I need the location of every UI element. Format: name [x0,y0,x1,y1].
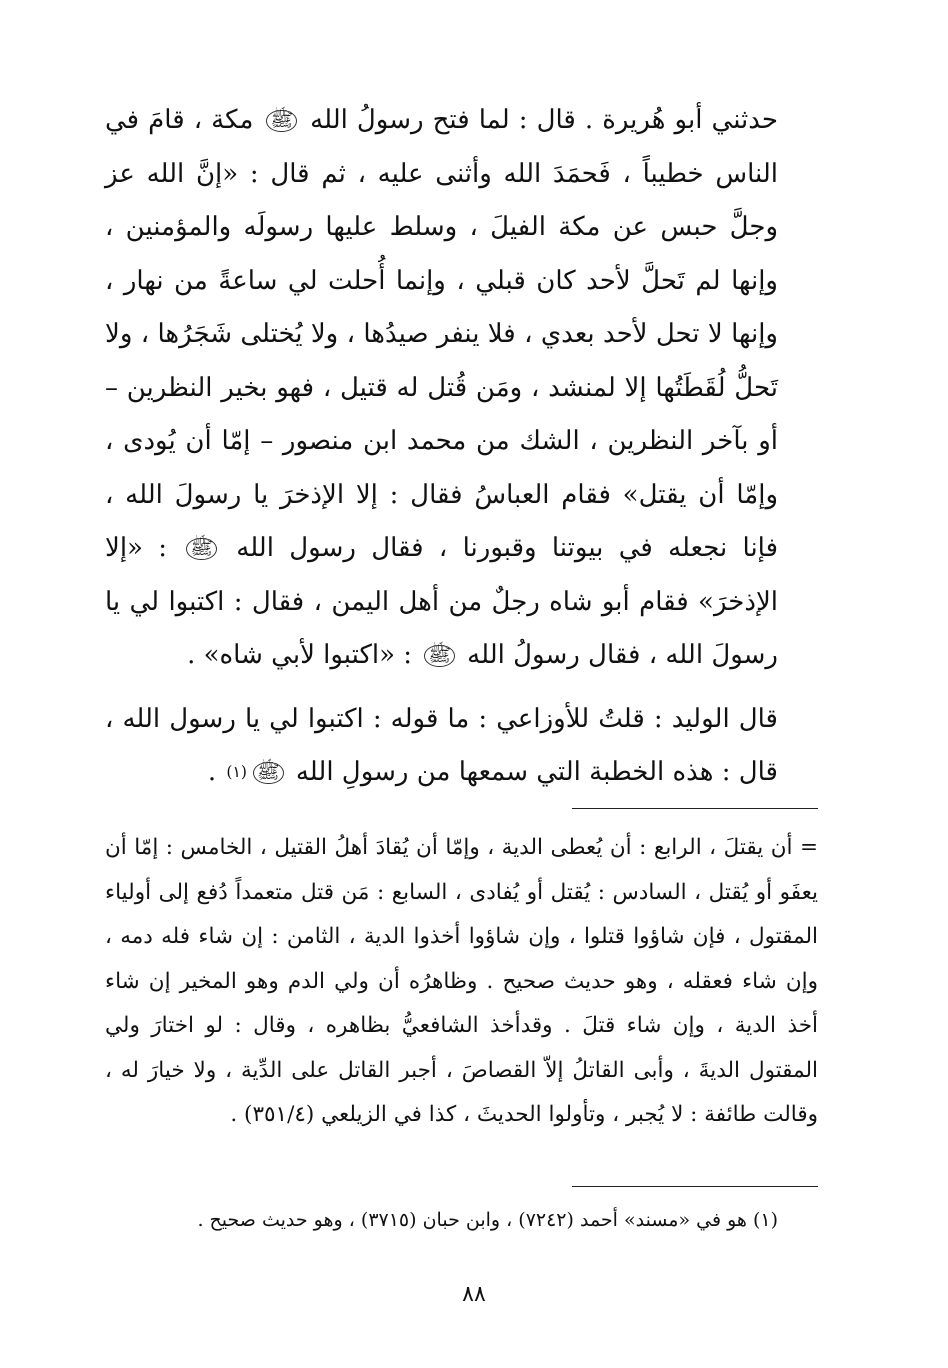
hadith-text-c: : «اكتبوا لأبي شاه» . [187,640,413,670]
pbuh-ligature: ﷺ [186,538,217,561]
walid-paragraph [105,693,818,800]
footnote-text: (١) هو في «مسند» أحمد (٧٢٤٢) ، وابن حبان (٣٧١٥) ، وهو حديث صحيح . [197,1209,778,1231]
hadith-text-a: مكة ، قامَ في الناس خطيباً ، فَحمَدَ الله وأثنى عليه ، ثم قال : «إنَّ الله عز وجلَّ حبس عن مكة الفيلَ ، وسلط عليها رسولَه والمؤمنين ، وإنها لم تَحلَّ لأحد كان قبلي ، وإنما أُحلت لي ساعةً من نهار ، وإنها لا تحل لأحد بعدي ، فلا ينفر صيدُها ، ولا يُختلى شَجَرُها ، ولا تَحلُّ لُقَطَتُها إلا لمنشد ، ومَن قُتل له قتيل ، فهو بخير النظرين –أو بآخر النظرين ، الشك من محمد ابن منصور – إمّا أن يُودى ، وإمّا أن يقتل» فقام العباسُ فقال : إلا الإذخرَ يا رسولَ الله ، فإنا نجعله في بيوتنا وقبورنا ، فقال رسول الله [105,105,779,563]
walid-text: قال الوليد : قلتُ للأوزاعي : ما قوله : اكتبوا لي يا رسول الله ، قال : هذه الخطبة التي سمعها من رسولِ الله [105,703,778,787]
hadith-lead: حدثني أبو هُريرة . قال : لما فتح رسولُ الله [310,105,778,135]
walid-end: . [207,757,217,787]
hadith-paragraph [105,94,818,683]
main-text [105,94,818,800]
page-number: ٨٨ [462,1282,486,1307]
pbuh-ligature: ﷺ [266,110,297,133]
footnote-divider [572,1186,818,1187]
footnote-marker: (١) [226,763,247,781]
pbuh-ligature: ﷺ [424,645,455,668]
continued-note [105,826,818,1138]
note-text: = أن يقتلَ ، الرابع : أن يُعطى الدية ، وإمّا أن يُقادَ أهلُ القتيل ، الخامس : إمّا أن يعفَو أو يُقتل ، السادس : يُقتل أو يُفادى ، السابع : مَن قتل متعمداً دُفع إلى أولياء المقتول ، فإن شاؤوا قتلوا ، وإن شاؤوا أخذوا الدية ، الثامن : إن شاء فله دمه ، وإن شاء فعقله ، وهو حديث صحيح . وظاهرُه أن ولي الدم وهو المخير إن شاء أخذ الدية ، وإن شاء قتلَ . وقدأخذ الشافعيُّ بظاهره ، وقال : لو اختارَ ولي المقتول الديةَ ، وأبى القاتلُ إلاّ القصاصَ ، أجبر القاتل على الدِّية ، ولا خيارَ له ، وقالت طائفة : لا يُجبر ، وتأولوا الحديثَ ، كذا في الزيلعي (٣٥١/٤) . [105,835,818,1127]
notes-divider [572,808,818,809]
hadith-text-b: : «إلا الإذخرَ» فقام أبو شاه رجلٌ من أهل اليمن ، فقال : اكتبوا لي يا رسولَ الله ، فقال رسولُ الله [105,533,778,670]
footnote [105,1200,818,1240]
pbuh-ligature: ﷺ [253,762,284,785]
